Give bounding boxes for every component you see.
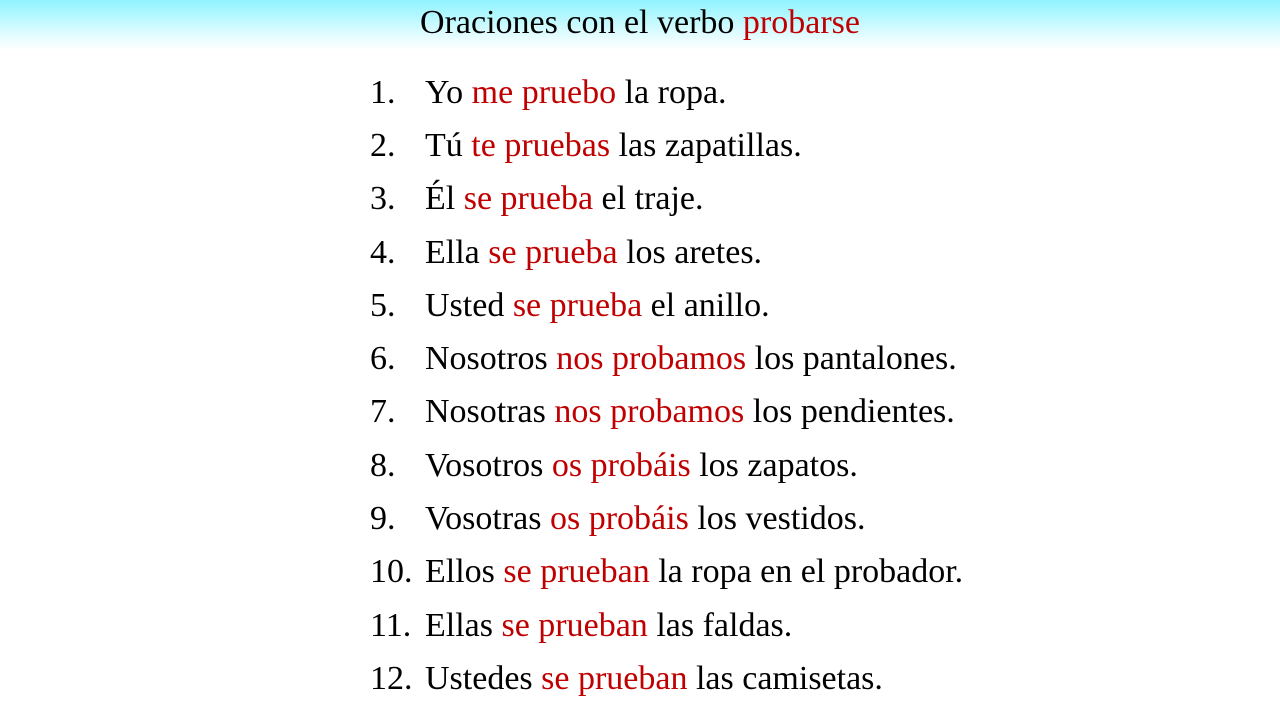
sentence-subject: Vosotros [425, 446, 544, 484]
sentence-number: 8. [370, 446, 396, 484]
title-bar [0, 0, 1280, 50]
sentence-item-1 [370, 66, 963, 119]
sentence-verb: se prueban [503, 553, 650, 591]
sentence-list [370, 66, 963, 706]
sentence-subject: Ella [425, 233, 480, 271]
sentence-number: 9. [370, 500, 396, 538]
sentence-text [425, 179, 703, 219]
sentence-item-2 [370, 119, 963, 172]
sentence-verb: se prueba [463, 180, 594, 218]
sentence-text [425, 73, 727, 113]
page-title [420, 0, 860, 46]
sentence-number: 7. [370, 393, 396, 431]
sentence-text [425, 339, 957, 379]
title-verb: probarse [742, 4, 860, 41]
sentence-item-12 [370, 652, 963, 705]
sentence-verb: se prueban [541, 659, 688, 697]
sentence-object: los vestidos. [697, 500, 866, 538]
sentence-text [425, 392, 955, 432]
sentence-text [425, 606, 792, 646]
sentence-item-6 [370, 332, 963, 385]
sentence-item-9 [370, 492, 963, 545]
sentence-subject: Él [425, 180, 456, 218]
sentence-text [425, 286, 770, 326]
sentence-verb: se prueba [488, 233, 618, 271]
sentence-text [425, 659, 883, 699]
sentence-text [425, 499, 865, 539]
sentence-number: 5. [370, 286, 396, 324]
sentence-item-7 [370, 386, 963, 439]
sentence-object: los zapatos. [699, 446, 858, 484]
sentence-subject: Vosotras [425, 500, 542, 538]
sentence-verb: me pruebo [471, 73, 617, 111]
sentence-subject: Nosotros [425, 340, 548, 378]
sentence-verb: se prueban [501, 606, 648, 644]
sentence-subject: Ustedes [425, 659, 533, 697]
sentence-subject: Ellos [425, 553, 495, 591]
sentence-item-5 [370, 279, 963, 332]
sentence-object: el anillo. [650, 286, 770, 324]
sentence-number: 12. [370, 659, 413, 697]
sentence-number: 3. [370, 180, 396, 218]
sentence-object: las zapatillas. [618, 126, 802, 164]
sentence-object: los pantalones. [754, 340, 957, 378]
sentence-object: las camisetas. [695, 659, 883, 697]
sentence-object: los aretes. [626, 233, 763, 271]
sentence-number: 6. [370, 340, 396, 378]
sentence-item-10 [370, 546, 963, 599]
sentence-verb: os probáis [550, 500, 689, 538]
sentence-subject: Tú [425, 126, 463, 164]
sentence-number: 10. [370, 553, 413, 591]
sentence-text [425, 126, 802, 166]
sentence-object: la ropa en el probador. [658, 553, 964, 591]
sentence-subject: Nosotras [425, 393, 546, 431]
sentence-item-11 [370, 599, 963, 652]
sentence-number: 11. [370, 606, 412, 644]
sentence-verb: se prueba [512, 286, 643, 324]
sentence-object: las faldas. [656, 606, 793, 644]
sentence-item-8 [370, 439, 963, 492]
sentence-item-3 [370, 173, 963, 226]
sentence-number: 1. [370, 73, 396, 111]
title-prefix: Oraciones con el verbo [420, 4, 743, 41]
sentence-number: 2. [370, 126, 396, 164]
sentence-subject: Usted [425, 286, 505, 324]
sentence-object: el traje. [601, 180, 704, 218]
sentence-object: los pendientes. [752, 393, 955, 431]
sentence-subject: Yo [425, 73, 464, 111]
sentence-verb: nos probamos [554, 393, 745, 431]
sentence-text [425, 552, 963, 592]
sentence-verb: os probáis [551, 446, 691, 484]
sentence-verb: nos probamos [556, 340, 747, 378]
sentence-text [425, 233, 762, 273]
sentence-text [425, 446, 858, 486]
sentence-verb: te pruebas [471, 126, 611, 164]
sentence-object: la ropa. [624, 73, 727, 111]
sentence-number: 4. [370, 233, 396, 271]
sentence-subject: Ellas [425, 606, 493, 644]
sentence-item-4 [370, 226, 963, 279]
